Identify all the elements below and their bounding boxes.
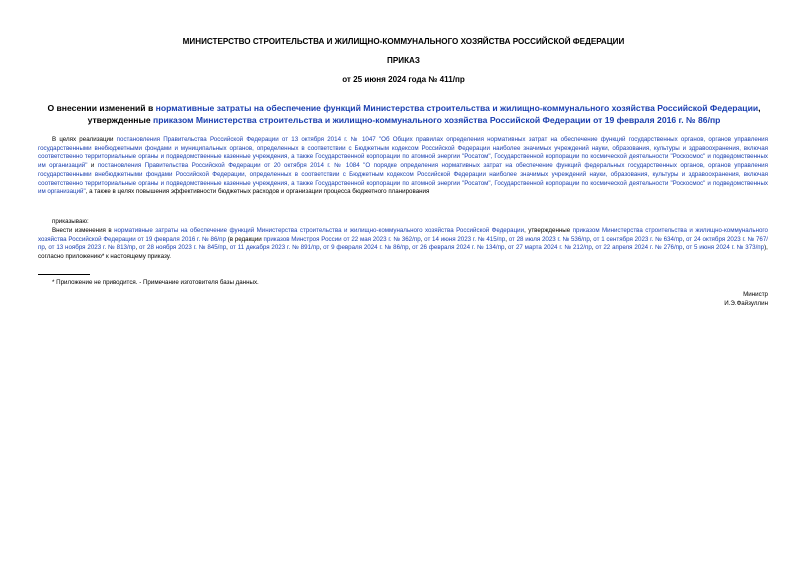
link-order-813[interactable]: от 13 ноября 2023 г. № 813/пр [48, 244, 136, 252]
paragraph-order-word: приказываю: [52, 218, 89, 225]
text: , [682, 244, 687, 252]
document-type: ПРИКАЗ [387, 56, 420, 65]
text: и [87, 162, 98, 170]
footnote: * Приложение не приводится. - Примечание изготовителя базы данных. [52, 279, 259, 286]
text: , [591, 244, 596, 252]
text: , а также в целях повышения эффективности бюджетных расходов и организации процесса бюджетного планирования [85, 188, 430, 196]
signature-position: Министр [743, 291, 768, 298]
link-order-86[interactable]: приказом Министерства строительства и жилищно-коммунального хозяйства Российской Федерации от 19 февраля 2016 г. № 86/пр [38, 227, 768, 243]
text: , [504, 244, 508, 252]
link-order-767[interactable]: от 24 октября 2023 г. № 767/пр [38, 235, 768, 252]
text: , [44, 244, 49, 252]
text: , [226, 244, 230, 252]
footnote-divider [38, 274, 90, 275]
link-resolution-1047[interactable]: постановления Правительства Российской Федерации от 13 октября 2014 г. № 1047 "Об Общих правилах определения нормативных затрат на обеспечение функций государственных органов, органов управления государственными внебюджетными фондами и муниципальных органов, определенных в соответствии с Бюджетным кодексом Российской Федерации наиболее значимых учреждений науки, образования, культуры и здравоохранения, включая соответственно территориальные органы и подведомственные казенные учреждения, а также Государственной корпорации по атомной энергии "Росатом", Государственной корпорации по космической деятельности "Роскосмос" и подведомственных им организаций" [38, 136, 768, 170]
document-date: от 25 июня 2024 года № 411/пр [342, 75, 465, 84]
link-order-634[interactable]: от 1 сентября 2023 г. № 634/пр [593, 235, 683, 243]
link-order-891[interactable]: от 11 декабря 2023 г. № 891/пр [229, 244, 320, 252]
signature-name: И.Э.Файзуллин [724, 300, 768, 307]
text: В целях реализации [52, 136, 117, 143]
link-order-373[interactable]: от 5 июня 2024 г. № 373/пр [686, 244, 765, 252]
text: , [420, 235, 425, 243]
link-order-212[interactable]: от 27 марта 2024 г. № 212/пр [507, 244, 592, 252]
link-norms[interactable]: нормативные затраты на обеспечение функций Министерства строительства и жилищно-коммунального хозяйства Российской Федерации [114, 227, 525, 234]
title-text: , утвержденные [87, 103, 761, 125]
text: ), согласно приложению* к настоящему приказу. [38, 244, 768, 261]
text: , [505, 235, 509, 243]
text: , [408, 244, 413, 252]
title-link-order[interactable]: приказом Министерства строительства и жилищно-коммунального хозяйства Российской Федерации от 19 февраля 2016 г. № 86/пр [153, 114, 721, 125]
text: (в редакции [225, 235, 264, 243]
text: , [589, 235, 594, 243]
document-title [40, 103, 768, 126]
link-order-86-2024[interactable]: от 9 февраля 2024 г. № 86/пр [323, 244, 409, 252]
title-link-norms[interactable]: нормативные затраты на обеспечение функций Министерства строительства и жилищно-коммунального хозяйства Российской Федерации [155, 103, 759, 113]
text: , [319, 244, 324, 252]
text: , утвержденные [524, 227, 573, 234]
link-order-536[interactable]: от 28 июля 2023 г. № 536/пр [508, 235, 590, 243]
link-order-134[interactable]: от 26 февраля 2024 г. № 134/пр [412, 244, 505, 252]
paragraph-preamble [38, 136, 768, 197]
text: Внести изменения в [52, 227, 115, 234]
ministry-header: МИНИСТЕРСТВО СТРОИТЕЛЬСТВА И ЖИЛИЩНО-КОММУНАЛЬНОГО ХОЗЯЙСТВА РОССИЙСКОЙ ФЕДЕРАЦИИ [182, 37, 625, 46]
text: , [682, 235, 686, 243]
link-order-845[interactable]: от 28 ноября 2023 г. № 845/пр [139, 244, 227, 252]
link-order-415[interactable]: от 14 июня 2023 г. № 415/пр [424, 235, 506, 243]
link-order-362[interactable]: приказов Минстроя России от 22 мая 2023 г. № 362/пр [263, 235, 421, 243]
paragraph-order-body [38, 227, 768, 262]
link-resolution-1084[interactable]: постановления Правительства Российской Федерации от 20 октября 2014 г. № 1084 "О порядке определения нормативных затрат на обеспечение функций федеральных государственных органов, органов управления государственными внебюджетными фондами Российской Федерации, определенных в соответствии с Бюджетным кодексом Российской Федерации наиболее значимых учреждений науки, образования, культуры и здравоохранения, включая соответственно территориальные органы и подведомственные казенные учреждения, а также Государственной корпорации по атомной энергии "Росатом", Государственной корпорации по космической деятельности "Роскосмос" и подведомственных им организаций" [38, 162, 768, 196]
title-text: О внесении изменений в [47, 103, 156, 113]
text: , [135, 244, 140, 252]
link-order-276[interactable]: от 22 апреля 2024 г. № 276/пр [595, 244, 683, 252]
